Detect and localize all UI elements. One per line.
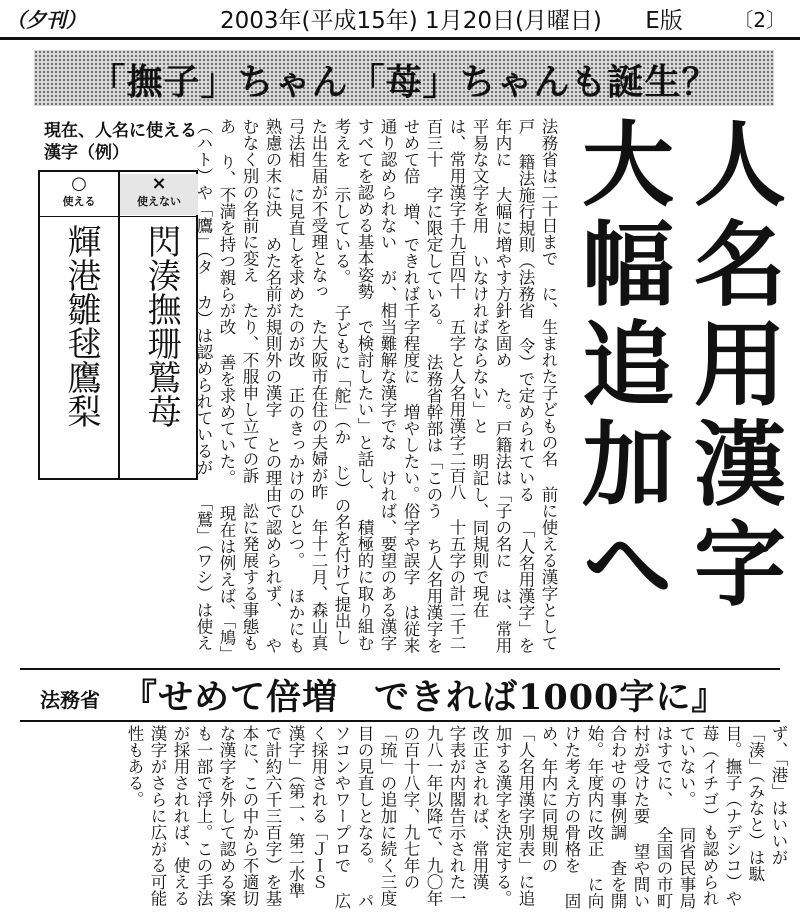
publication-date [220,2,683,35]
table-caption: 現在、人名に使える漢字（例） [44,121,197,163]
banner-headline [34,50,774,106]
article-body-bottom [20,725,790,915]
table-frame [38,170,198,480]
usable-label: 使える [62,195,96,208]
column-divider [118,172,120,478]
headline-line-2: 大幅追加へ [567,116,674,616]
main-headline [560,116,790,636]
article-body-top [194,118,560,666]
subheadline-text: 『せめて倍増 できれば1000字に』 [122,677,728,718]
bottom-rule [20,720,780,722]
version-label: E版 [645,8,683,34]
edition-label: （夕刊） [6,8,86,32]
masthead [0,0,800,40]
headline-line-1: 人名用漢字 [679,116,786,616]
page-number: 〔2〕 [733,8,786,32]
unusable-kanji-list: 閃湊撫珊鷲苺 [141,224,181,428]
unusable-column-header [120,174,198,215]
banner-text: 「撫子」ちゃん「苺」ちゃんも誕生？ [89,62,719,103]
unusable-label: 使えない [137,195,181,208]
kanji-example-table [38,118,198,478]
cross-icon: × [151,173,167,194]
date-text: 2003年(平成15年) 1月20日(月曜日) [220,8,602,34]
article-text-top: 法務省は二十日まで に、生まれた子どもの名 前に使える漢字として戸 籍法施行規則（法務省 令）で定められている 「人名用漢字」を年内に 大幅に増やす方針を固め た。戸籍法は「子の名に は、常用平易な文字を用 いなければならない」と 明記し、同規則で現在 は、常用漢字千九百四十 五字と人名用漢字二百八 十五字の計二千二百三十 字に限定している。 法務省幹部は「このう ち人名用漢字をせめて倍 増、できれば千字程度に 増やしたい。俗字や誤字 は従来通り認められない が、相当難解な漢字でな ければ、要望のある漢字 すべてを認める基本姿勢 で検討したい」と話し、 積極的に取り組む考えを 示している。 子どもに「舵」（か じ）の名を付けて提出し た出生届が不受理となっ た大阪市在住の夫婦が昨 年十二月、森山真弓法相 に見直しを求めたのが改 正のきっかけのひとつ。 ほかにも熟慮の末に決 めた名前が規則外の漢字 との理由で認められず、 やむなく別の名前に変え たり、不服申し立ての訴 訟に発展する事態もあ り、不満を持つ親らが改 善を求めていた。 現在は例えば、「鳩」 （ハト）や「鷹」（タ カ）は認められているが 「鷲」（ワシ）は使え [194,118,558,662]
usable-column-header [40,174,118,210]
subheadline-label: 法務省 [40,688,100,712]
article-text-bottom: ず、「港」はいいが 「湊」（みなと）は駄 目。撫子（ナデシコ）や 苺（イチゴ）も認められ ていない。 同省民事局はすでに、 全国の市町村が受けた要 望や問い合わせの事例調 査を開始。年度内に改正 に向けた考え方の骨格を 固め、年内に同規則の 「人名用漢字別表」に追 加する漢字を決定する。 改正されれば、常用漢 字表が内閣告示された一 九八一年以降で、九〇年 の百十八字、九七年の 「琉」の追加に続く三度 目の見直しとなる。 パソコンやワープロで 広く採用される「ＪＩＳ 漢字」（第一、第二水準 で計約六千三百字）を基 本に、この中から不適切 な漢字を外して認める案 も一部で浮上。この手法 が採用されれば、使える 漢字がさらに広がる可能 性もある。 [125,725,788,909]
usable-kanji-list: 輝港雛毬鷹梨 [61,224,101,428]
subheadline [26,670,786,718]
circle-icon: ○ [71,173,87,194]
